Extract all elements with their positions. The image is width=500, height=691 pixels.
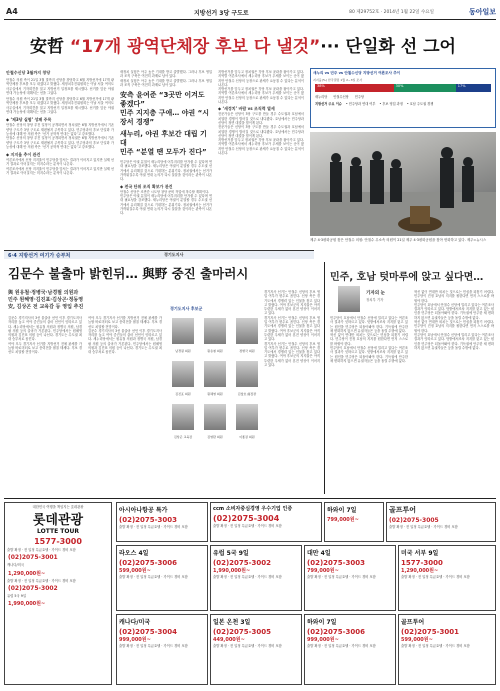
candidate-card bbox=[234, 361, 260, 396]
taiwan-copy: 출발 확정 · 전 일정 특급호텔 · 가이드 경비 포함 bbox=[307, 575, 376, 579]
laos-copy: 출발 확정 · 전 일정 특급호텔 · 가이드 경비 포함 bbox=[119, 575, 188, 579]
golf-copy: 출발 확정 · 전 일정 특급호텔 · 가이드 경비 포함 bbox=[389, 525, 458, 529]
candidate-photo bbox=[236, 318, 258, 344]
golf-price: 599,000원~ bbox=[401, 637, 433, 643]
taiwan-price: 799,000원~ bbox=[307, 568, 339, 574]
travel-item-2: 유럽 5국 9일 bbox=[7, 593, 27, 598]
hawaii-title-2: 하와이 7일 bbox=[307, 619, 337, 626]
candidate-card bbox=[202, 361, 228, 396]
story2-col1 bbox=[8, 316, 82, 355]
laos-price: 599,000원~ bbox=[119, 568, 151, 574]
story2-body-b: 여야 모두 경기지사 선거를 지방선거 전체 판세를 가늠할 바로미터로 보고 총력전을 펼칠 태세다. 후보 경선도 치열할 전망이다. bbox=[8, 341, 82, 355]
poll-issues bbox=[311, 99, 495, 108]
story2-right bbox=[264, 290, 320, 367]
travel-price: 1,290,000원~ bbox=[8, 570, 46, 577]
hawaii-phone[interactable]: (02)2075-3006 bbox=[307, 628, 366, 636]
golf-ad-2[interactable] bbox=[398, 614, 496, 685]
taiwan-title: 대만 4일 bbox=[307, 550, 331, 557]
poll-table bbox=[310, 68, 496, 128]
story2-deck-3: 安, 김상곤 전 교육감 등 영입 추진 bbox=[8, 304, 84, 310]
poll-bars bbox=[315, 84, 491, 92]
right-body: 지방선거를 앞두고 정치권은 각당 후보 윤곽을 잡아가고 있다. 지역별 여론조사에서 새누리당 후보가 우세를 보이는 곳이 많지만 안철수 신당의 등장으로 판세가 요동칠 수 있다는 분석이 나온다. bbox=[218, 70, 304, 87]
travel-phone[interactable]: 1577-3000 bbox=[34, 537, 82, 547]
candidate-photo bbox=[204, 361, 226, 387]
story2-deck-1: 與 원유철·정병국·남경필 의원과 bbox=[8, 290, 79, 296]
europe-title: 유럽 5국 9일 bbox=[213, 550, 249, 557]
opinion-body-b: 혁신 없이 연대만 외치는 것으로는 민심을 되찾기 어렵다. 민주당이 진정 호남의 지지를 원한다면 먼저 스스로를 바꿔야 한다. bbox=[330, 333, 408, 346]
section-band bbox=[4, 250, 314, 259]
story2-body-2: 여야 모두 경기지사 선거를 지방선거 전체 판세를 가늠할 바로미터로 보고 총력전을 펼칠 태세다. 후보 경선도 치열할 전망이다. bbox=[88, 316, 162, 329]
candidate-name: 김창호 前장관 bbox=[237, 392, 257, 396]
candidate-name: 남경필 의원 bbox=[175, 349, 191, 353]
hawaii-copy: 출발 확정 · 전 일정 특급호텔 · 가이드 경비 포함 bbox=[307, 644, 376, 648]
canada-price: 999,000원~ bbox=[119, 637, 151, 643]
story2-deck bbox=[8, 290, 158, 311]
candidate-photo bbox=[172, 361, 194, 387]
travel-sub: 대한민국 여행을 책임지는 롯데관광 bbox=[32, 505, 84, 509]
middle-subhead-2: 새누리, 야권 후보간 대립 기대 민주 “분열 땐 모두가 진다” bbox=[120, 130, 207, 157]
candidate-name: 원혜영 의원 bbox=[207, 392, 223, 396]
middle-body: 민주당은 야권 분열이 새누리당에 어부지리를 안겨줄 수 있다며 연대 필요성을 강조했다. 새누리당은 야권이 분열할 경우 수도권 선거에서 유리해질 것으로 기대하는 분위기다. 정치권에서는 선거가 가까워질수록 야권 연대 논의가 다시 불붙을 것이라는 관측이 나온다. bbox=[120, 160, 212, 182]
taiwan-phone[interactable]: (02)2075-3003 bbox=[307, 559, 366, 567]
golf-phone[interactable]: (02)2075-3005 bbox=[389, 517, 439, 524]
lead-body: 안철수 의원 측이 21일 3월 말까지 신당을 창당하고 6월 지방선거에 17개 광역단체장 후보를 모두 내겠다고 밝혔다. 새정치추진위원회는 이날 서울 여의도 사무실에서 기자회견을 열고 지방선거 일정표를 제시했다. 선거를 앞둔 야권 연대 가능성에 대해서는 선을 그었다. bbox=[6, 78, 114, 95]
canada-title: 캐나다/미국 bbox=[119, 619, 151, 626]
lead-kicker: 안철수신당 3월까지 창당 bbox=[6, 70, 51, 75]
ccm-title: ccm 소비자중심경영 우수기업 인증 bbox=[213, 506, 293, 512]
lead-body-cont: 안철수 의원 측이 21일 3월 말까지 신당을 창당하고 6월 지방선거에 17개 광역단체장 후보를 모두 내겠다고 밝혔다. 새정치추진위원회는 이날 서울 여의도 사무실에서 기자회견을 열고 지방선거 일정표를 제시했다. 선거를 앞둔 야권 연대 가능성에 대해서는 선을 그었다. bbox=[6, 97, 114, 115]
ccm-ad[interactable] bbox=[210, 502, 322, 542]
candidate-photo bbox=[236, 404, 258, 430]
hawaii-title: 하와이 7일 bbox=[327, 507, 357, 514]
right-body-b: 지방선거를 앞두고 정치권은 각당 후보 윤곽을 잡아가고 있다. 지역별 여론조사에서 새누리당 후보가 우세를 보이는 곳이 많지만 안철수 신당의 등장으로 판세가 요동칠 수 있다는 분석이 나온다. bbox=[218, 87, 304, 105]
poll-bar-minju bbox=[456, 84, 491, 92]
poll-value-ahn: 30% bbox=[395, 84, 404, 88]
middle-subhead: 安측 윤여준 “3곳만 이겨도 좋겠다” 민주 지지층 구애… 야권 “시장서 경쟁” bbox=[120, 91, 209, 127]
hawaii-ad-2[interactable] bbox=[304, 614, 396, 685]
memorial-photo bbox=[310, 132, 496, 236]
middle-intro-b: 새정치 실험은 아주 높은 기대를 받고 출발했다. 그러나 후보 영입과 조직 구축은 여전히 과제로 남아 있다. bbox=[120, 78, 212, 87]
travel-phone-2[interactable]: (02)2075-3001 bbox=[8, 554, 58, 562]
canada-ad[interactable] bbox=[116, 614, 208, 685]
middle-intro: 새정치 실험은 아주 높은 기대를 받고 출발했다. 그러나 후보 영입과 조직 구축은 여전히 과제로 남아 있다. bbox=[120, 70, 212, 79]
laos-ad[interactable] bbox=[116, 545, 208, 611]
story2-headline: 김문수 불출마 밝힌뒤… 與野 중진 출마러시 bbox=[8, 266, 249, 281]
candidate-card bbox=[170, 404, 196, 439]
japan-title: 일본 온천 3일 bbox=[213, 619, 251, 626]
author-photo bbox=[338, 286, 360, 312]
candidate-photo bbox=[204, 318, 226, 344]
lead-body-2b: 안철수 신당의 창당 추진 일정이 공개되면서 정치권은 6월 지방선거에서 기존 양당 구도가 3당 구도로 재편될지 주목하고 있다. 민주당과의 후보 단일화 가능성에 대해 안 의원 측은 ‘선거 공학적 연대는 없다’고 강조했다. bbox=[6, 136, 114, 149]
europe-price: 1,990,000원~ bbox=[213, 568, 251, 574]
right-body-2b: 전문가들은 신당이 3당 구도를 만들 경우 수도권과 호남에서 치열한 경쟁이 벌어질 것으로 내다봤다. 호남에서는 민주당과 신당이 정면 대결을 벌이게 된다. bbox=[218, 125, 304, 138]
travel-ad[interactable] bbox=[4, 502, 112, 685]
section-title: 지방선거 3당 구도로 bbox=[194, 10, 249, 17]
poll-label-minju: 민주당 bbox=[354, 95, 364, 99]
candidate-name: 김상곤 교육감 bbox=[173, 435, 193, 439]
travel-item: 캐나다/미국 bbox=[7, 563, 25, 568]
lead-body-2: 안철수 신당의 창당 추진 일정이 공개되면서 정치권은 6월 지방선거에서 기존 양당 구도가 3당 구도로 재편될지 주목하고 있다. 민주당과의 후보 단일화 가능성에 대해 안 의원 측은 ‘선거 공학적 연대는 없다’고 강조했다. bbox=[6, 123, 114, 136]
candidate-card bbox=[234, 318, 260, 353]
lead-column bbox=[6, 70, 114, 175]
opinion-col1 bbox=[330, 316, 408, 363]
candidates-title: 경기도지사 후보군 bbox=[170, 306, 203, 311]
opinion-body-2d: 민주당이 호남에서 안철수 신당에 밀리고 있다는 여론조사 결과가 잇따르고 있다. 텃밭에서조차 지지를 잃고 있는 원인을 민주당은 되돌아봐야 한다. 기득권에 안주한 채 변화하지 않으면 유권자들은 등을 돌릴 수밖에 없다. bbox=[414, 332, 494, 350]
lead-subhead-2: ◆ 지지율 추이 관건 bbox=[6, 152, 41, 158]
middle-subhead-3: ◆ 전국 단위 조직 확보가 관건 bbox=[120, 183, 173, 189]
hawaii-price-2: 999,000원~ bbox=[307, 637, 339, 643]
band-label: 6·4 지방선거 여기가 승부처 bbox=[8, 253, 71, 259]
travel-en: LOTTE TOUR bbox=[37, 528, 79, 536]
golf-title: 골프투어 bbox=[389, 506, 417, 514]
candidates-row bbox=[170, 318, 260, 353]
airline-ad[interactable] bbox=[116, 502, 208, 542]
newspaper-logo: 동아일보 bbox=[468, 8, 496, 16]
middle-column bbox=[120, 70, 212, 215]
usa-price: 1,290,000원~ bbox=[401, 568, 439, 574]
travel-copy: 출발 확정 · 전 일정 특급호텔 · 가이드 경비 포함 bbox=[7, 548, 76, 553]
lead-subhead-1: ◆ ‘제3당 실험’ 성패 주목 bbox=[6, 117, 52, 123]
candidate-card bbox=[234, 404, 260, 439]
story2-right-body-b: 경기지사 선거는 안철수 신당의 후보 영입 여부가 변수로 꼽힌다. 신당 측은 경기도에서 경쟁력 있는 인물을 찾고 있다고 밝혔다. 여야 후보군의 지지율은 아직 뚜렷한 우세가 없어 혼전 양상이 이어지고 있다. bbox=[264, 315, 320, 342]
usa-title: 미국 서부 9일 bbox=[401, 550, 439, 557]
opinion-body-c: 민주당이 호남에서 안철수 신당에 밀리고 있다는 여론조사 결과가 잇따르고 있다. 텃밭에서조차 지지를 잃고 있는 원인을 민주당은 되돌아봐야 한다. 기득권에 안주한 채 변화하지 않으면 유권자들은 등을 돌릴 수밖에 없다. bbox=[330, 346, 408, 363]
candidate-photo bbox=[172, 318, 194, 344]
candidates-row bbox=[170, 361, 260, 396]
story2-deck-2: 민주 원혜영·김진표·김상곤·정동영 bbox=[8, 297, 84, 303]
travel-copy-2: 출발 확정 · 전 일정 특급호텔 · 가이드 경비 포함 bbox=[7, 578, 76, 583]
travel-price-2: 1,990,000원~ bbox=[8, 601, 46, 608]
poll-legend: 지지율(%) 한국갤럽 1월 2~3일 조사 bbox=[313, 78, 363, 82]
poll-label-ahn: 안철수신당 bbox=[333, 95, 349, 99]
poll-label-saenuri: 새누리당 bbox=[315, 95, 328, 99]
candidate-photo bbox=[172, 404, 194, 430]
poll-bar-ahn bbox=[394, 84, 456, 92]
page-header bbox=[4, 4, 496, 20]
canada-copy: 출발 확정 · 전 일정 특급호텔 · 가이드 경비 포함 bbox=[119, 644, 188, 648]
advertisement-section bbox=[4, 498, 496, 687]
right-body-2c: 지방선거를 앞두고 정치권은 각당 후보 윤곽을 잡아가고 있다. 지역별 여론조사에서 새누리당 후보가 우세를 보이는 곳이 많지만 안철수 신당의 등장으로 판세가 요동칠 수 있다는 분석이 나온다. bbox=[218, 138, 304, 156]
ccm-copy: 출발 확정 · 전 일정 특급호텔 · 가이드 경비 포함 bbox=[213, 524, 282, 528]
laos-phone[interactable]: (02)2075-3006 bbox=[119, 559, 178, 567]
right-body-2: 전문가들은 신당이 3당 구도를 만들 경우 수도권과 호남에서 치열한 경쟁이 벌어질 것으로 내다봤다. 호남에서는 민주당과 신당이 정면 대결을 벌이게 된다. bbox=[218, 112, 304, 125]
hawaii-ad[interactable] bbox=[324, 502, 384, 542]
poll-bar-saenuri bbox=[315, 84, 394, 92]
page-number: A4 bbox=[6, 7, 18, 16]
ccm-phone[interactable]: (02)2075-3004 bbox=[213, 514, 280, 523]
lead-body-3: 여론조사에서 신당 지지율이 민주당을 앞서는 결과가 이어지고 있지만 실제 선거 결과로 이어질지는 미지수라는 분석이 나온다. bbox=[6, 158, 114, 167]
japan-ad[interactable] bbox=[210, 614, 302, 685]
right-subhead: ◆ ‘새정치’ 바람 vs 조직력 열세 bbox=[218, 106, 275, 112]
japan-copy: 출발 확정 · 전 일정 특급호텔 · 가이드 경비 포함 bbox=[213, 644, 282, 648]
canada-phone[interactable]: (02)2075-3004 bbox=[119, 628, 178, 636]
opinion-headline: 민주, 호남 텃마루에 앉고 싶다면… bbox=[330, 272, 484, 283]
candidate-photo bbox=[204, 404, 226, 430]
travel-company: 롯데관광 bbox=[32, 513, 84, 529]
travel-phone-3[interactable]: (02)2075-3002 bbox=[8, 584, 58, 592]
candidate-name: 김진표 의원 bbox=[175, 392, 191, 396]
candidates-grid bbox=[170, 318, 260, 447]
candidate-name: 원유철 의원 bbox=[207, 349, 223, 353]
usa-phone[interactable]: 1577-3000 bbox=[401, 559, 443, 567]
candidate-name: 김영환 의원 bbox=[207, 435, 223, 439]
story2-right-body: 경기지사 선거는 안철수 신당의 후보 영입 여부가 변수로 꼽힌다. 신당 측은 경기도에서 경쟁력 있는 인물을 찾고 있다고 밝혔다. 여야 후보군의 지지율은 아직 뚜렷한 우세가 없어 혼전 양상이 이어지고 있다. bbox=[264, 290, 320, 316]
usa-west-ad[interactable] bbox=[398, 545, 496, 611]
candidate-name: 정병국 의원 bbox=[239, 349, 255, 353]
poll-issue-2: • 후보 영입 과정 bbox=[379, 102, 403, 106]
poll-value-saenuri: 38% bbox=[317, 84, 325, 88]
right-text-column bbox=[218, 70, 304, 155]
hawaii-price: 799,000원~ bbox=[327, 517, 359, 523]
candidate-card bbox=[202, 318, 228, 353]
story2-body: 김문수 경기지사의 3선 불출마 선언 이후 경기도지사 자리를 놓고 여야 중진들의 출마 선언이 잇따르고 있다. 새누리당에서는 원유철 의원과 정병국 의원, 남경필 의원 등의 출마가 거론된다. 민주당에서는 원혜영 의원과 김진표 의원 등이 나선다. 경기도는 수도권 최대 승부처로 꼽힌다. bbox=[8, 316, 82, 342]
story2-body-2b: 김문수 경기지사의 3선 불출마 선언 이후 경기도지사 자리를 놓고 여야 중진들의 출마 선언이 잇따르고 있다. 새누리당에서는 원유철 의원과 정병국 의원, 남경필 의원 등의 출마가 거론된다. 민주당에서는 원혜영 의원과 김진표 의원 등이 나선다. 경기도는 수도권 최대 승부처로 꼽힌다. bbox=[88, 328, 162, 355]
opinion-body-2b: 민주당이 호남에서 안철수 신당에 밀리고 있다는 여론조사 결과가 잇따르고 있다. 텃밭에서조차 지지를 잃고 있는 원인을 민주당은 되돌아봐야 한다. 기득권에 안주한 채 변화하지 않으면 유권자들은 등을 돌릴 수밖에 없다. bbox=[414, 302, 494, 320]
airline-title: 아시아나항공 특가 bbox=[119, 507, 168, 514]
poll-issue-1: • 민주당과 연대 여부 bbox=[345, 102, 376, 106]
europe-copy: 출발 확정 · 전 일정 특급호텔 · 가이드 경비 포함 bbox=[213, 575, 282, 579]
caption-credit: 제주=뉴시스 bbox=[466, 238, 487, 242]
main-headline bbox=[30, 32, 456, 57]
opinion-body: 민주당이 호남에서 안철수 신당에 밀리고 있다는 여론조사 결과가 잇따르고 있다. 텃밭에서조차 지지를 잃고 있는 원인을 민주당은 되돌아봐야 한다. 기득권에 안주한 채 변화하지 않으면 유권자들은 등을 돌릴 수밖에 없다. bbox=[330, 316, 408, 333]
golf-ad[interactable] bbox=[386, 502, 496, 542]
candidate-card bbox=[170, 361, 196, 396]
golf-phone-2[interactable]: (02)2075-3001 bbox=[401, 628, 460, 636]
headline-rest: ··· 단일화 선 그어 bbox=[320, 37, 456, 57]
caption-text: 제주 4·3평화공원 찾은 안철수 의원: 안철수 무소속 의원이 21일 제주 4·3평화공원을 찾아 헌화하고 있다. bbox=[310, 238, 466, 242]
opinion-body-2: 혁신 없이 연대만 외치는 것으로는 민심을 되찾기 어렵다. 민주당이 진정 호남의 지지를 원한다면 먼저 스스로를 바꿔야 한다. bbox=[414, 290, 494, 303]
airline-copy: 출발 확정 · 전 일정 특급호텔 · 가이드 경비 포함 bbox=[119, 525, 188, 529]
taiwan-ad[interactable] bbox=[304, 545, 396, 611]
lead-body-3b: 여론조사에서 신당 지지율이 민주당을 앞서는 결과가 이어지고 있지만 실제 선거 결과로 이어질지는 미지수라는 분석이 나온다. bbox=[6, 166, 114, 176]
opinion-body-2c: 혁신 없이 연대만 외치는 것으로는 민심을 되찾기 어렵다. 민주당이 진정 호남의 지지를 원한다면 먼저 스스로를 바꿔야 한다. bbox=[414, 320, 494, 333]
candidate-card bbox=[202, 404, 228, 439]
band-sub: 경기도지사 bbox=[164, 252, 184, 257]
laos-title: 라오스 4일 bbox=[119, 550, 149, 557]
opinion-author: 정치부 기자 bbox=[366, 298, 384, 302]
headline-quote: “17개 광역단체장 후보 다 낼것” bbox=[69, 37, 321, 57]
europe-phone[interactable]: (02)2075-3002 bbox=[213, 559, 272, 567]
story2-col2 bbox=[88, 316, 162, 355]
candidate-name: 이종걸 의원 bbox=[239, 435, 255, 439]
japan-phone[interactable]: (02)2075-3005 bbox=[213, 628, 272, 636]
poll-issue-3: • 호남 주도권 경쟁 bbox=[406, 102, 434, 106]
photo-scene bbox=[310, 132, 496, 236]
opinion-column-label: 기자의 눈 bbox=[366, 291, 385, 296]
poll-title: 새누리 vs 민주 vs 안철수신당 지방선거 여론조사 추이 bbox=[313, 71, 401, 75]
column-divider bbox=[324, 262, 325, 494]
candidate-photo bbox=[236, 361, 258, 387]
poll-value-minju: 17% bbox=[457, 84, 466, 88]
golf-title-2: 골프투어 bbox=[401, 619, 425, 626]
headline-name: 安哲 bbox=[30, 37, 64, 57]
story2-right-body-c: 경기지사 선거는 안철수 신당의 후보 영입 여부가 변수로 꼽힌다. 신당 측은 경기도에서 경쟁력 있는 인물을 찾고 있다고 밝혔다. 여야 후보군의 지지율은 아직 뚜렷한 우세가 없어 혼전 양상이 이어지고 있다. bbox=[264, 341, 320, 368]
middle-body-2b: 민주당은 야권 분열이 새누리당에 어부지리를 안겨줄 수 있다며 연대 필요성을 강조했다. 새누리당은 야권이 분열할 경우 수도권 선거에서 유리해질 것으로 기대하는 분위기다. 정치권에서는 선거가 가까워질수록 야권 연대 논의가 다시 불붙을 것이라는 관측이 나온다. bbox=[120, 193, 212, 216]
candidate-card bbox=[170, 318, 196, 353]
middle-body-2: 안철수 신당은 조만간 시도당 창당 준비 작업에 착수할 계획이다. bbox=[120, 189, 210, 194]
candidates-row bbox=[170, 404, 260, 439]
issue-date: 80 제29752호 · 2014년 1월 22일 수요일 bbox=[349, 10, 434, 15]
japan-price: 449,000원~ bbox=[213, 637, 245, 643]
golf-copy-2: 출발 확정 · 전 일정 특급호텔 · 가이드 경비 포함 bbox=[401, 644, 470, 648]
opinion-col2 bbox=[414, 290, 494, 350]
poll-issue-label: 지방선거 주요 이슈 bbox=[315, 102, 342, 106]
europe-ad[interactable] bbox=[210, 545, 302, 611]
photo-caption bbox=[310, 238, 496, 243]
airline-phone[interactable]: (02)2075-3003 bbox=[119, 516, 178, 524]
usa-copy: 출발 확정 · 전 일정 특급호텔 · 가이드 경비 포함 bbox=[401, 575, 470, 579]
